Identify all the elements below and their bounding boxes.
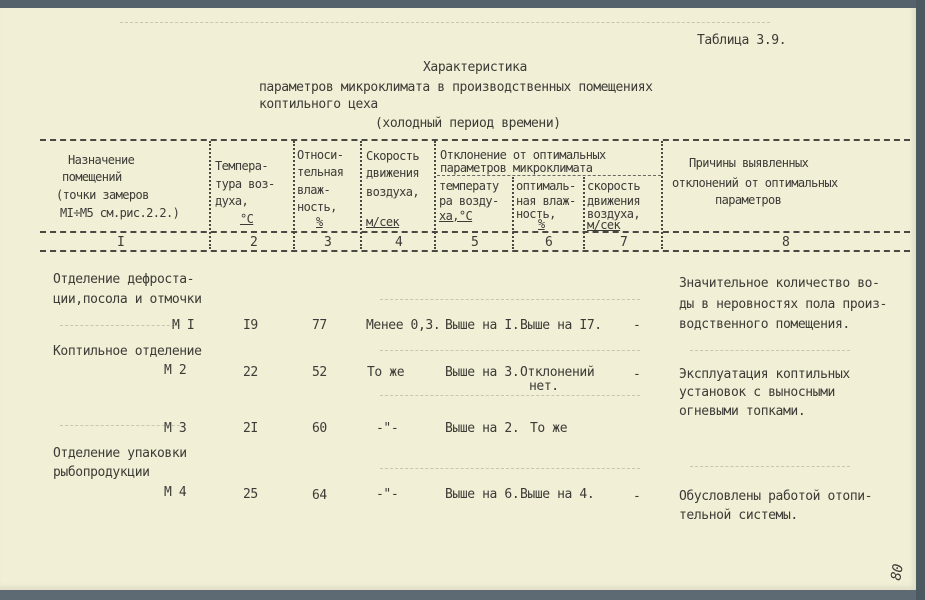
hdr-c2-l3: духа, (215, 194, 249, 208)
row-2-dev-hum: Отклонений (520, 365, 595, 380)
faint-guide-2 (60, 325, 180, 326)
row-4-dev-hum: Выше на 4. (520, 487, 595, 502)
colnum-8: 8 (782, 235, 790, 250)
col-sep-5 (512, 177, 514, 249)
faint-guide-5 (690, 350, 850, 351)
row-1-point: М I (172, 318, 195, 333)
hdr-c4-l2: движения (366, 166, 419, 180)
hdr-c2-l1: Темпера- (215, 159, 268, 173)
section-1-line-2: ции,посола и отмочки (53, 292, 202, 307)
table-label: Таблица 3.9. (697, 33, 787, 48)
hdr-c6-l1: оптималь- (516, 179, 576, 193)
section-2: Коптильное отделение (53, 344, 202, 359)
col-sep-1 (209, 141, 211, 249)
col-sep-2 (293, 141, 295, 249)
hdr-c8-l3: параметров (715, 193, 782, 207)
row-3-speed: -"- (376, 421, 399, 436)
col-sep-4 (434, 141, 436, 249)
row-3-humidity: 60 (312, 421, 327, 436)
row-3-temp: 2I (243, 421, 258, 436)
hdr-c8-l2: отклонений от оптимальных (672, 176, 838, 190)
title-line-2: параметров микроклимата в производственных помещениях (259, 80, 653, 95)
row-1-dev-speed: - (633, 318, 641, 333)
hdr-c7-l2: движения (587, 194, 640, 208)
reason-2-line-3: огневыми топками. (679, 404, 806, 419)
hdr-c1-l3: (точки замеров (56, 188, 149, 202)
row-4-humidity: 64 (312, 488, 327, 503)
row-2-dev-temp: Выше на 3. (445, 365, 520, 380)
header-mid-rule (40, 231, 910, 233)
top-edge (0, 0, 925, 8)
row-2-humidity: 52 (312, 365, 327, 380)
colnum-3: 3 (324, 235, 332, 250)
hdr-group-l2: параметров микроклимата (440, 161, 593, 175)
title-line-3: коптильного цеха (259, 97, 378, 112)
hdr-c6-l3: ность, (516, 207, 556, 221)
reason-1-line-2: ды в неровностях пола произ- (679, 297, 887, 312)
row-3-dev-temp: Выше на 2. (445, 421, 520, 436)
right-edge (916, 0, 925, 600)
hdr-c3-l3: влаж- (297, 183, 331, 197)
row-1-dev-hum: Выше на I7. (520, 318, 602, 333)
colnum-6: 6 (545, 235, 553, 250)
hdr-c4-l3: воздуха, (366, 185, 419, 199)
col-sep-6 (583, 177, 585, 249)
row-1-speed: Менее 0,3. (366, 318, 441, 333)
faint-guide-4 (380, 395, 640, 396)
colnum-1: I (117, 235, 125, 250)
hdr-c6-l2: ная влаж- (516, 194, 576, 208)
row-4-dev-temp: Выше на 6. (445, 487, 520, 502)
hdr-c6-l4: % (538, 217, 545, 231)
hdr-c7-l1: скорость (587, 179, 640, 193)
title-line-1: Характеристика (423, 60, 527, 75)
faint-guide-6 (60, 425, 180, 426)
hdr-c1-l2: помещений (62, 170, 122, 184)
reason-3-line-1: Обусловлены работой отопи- (679, 489, 873, 504)
row-2-point: М 2 (164, 363, 187, 378)
row-4-point: М 4 (164, 485, 187, 500)
hdr-c1-l1: Назначение (68, 153, 135, 167)
colnum-5: 5 (471, 235, 479, 250)
hdr-c2-l4: °С (240, 212, 254, 226)
hdr-c3-l4: ность, (297, 200, 337, 214)
hdr-c2-l2: тура воз- (215, 177, 275, 191)
colnum-7: 7 (620, 235, 628, 250)
row-1-temp: I9 (243, 318, 258, 333)
row-1-dev-temp: Выше на I. (445, 318, 520, 333)
faint-rule-top (120, 22, 770, 23)
col-sep-3 (360, 141, 362, 249)
row-3-point: М 3 (164, 421, 187, 436)
faint-guide-3 (380, 350, 640, 351)
hdr-c8-l1: Причины выявленных (689, 156, 809, 170)
reason-1-line-1: Значительное количество во- (679, 276, 880, 291)
colnum-2: 2 (250, 235, 258, 250)
header-bottom-rule (40, 250, 910, 252)
faint-guide-8 (690, 466, 850, 467)
row-3-dev-hum: То же (530, 421, 568, 436)
section-3-line-1: Отделение упаковки (53, 446, 187, 461)
hdr-c3-l1: Относи- (297, 148, 344, 162)
hdr-c7-l3: воздуха, (587, 207, 640, 221)
row-4-speed: -"- (376, 487, 399, 502)
hdr-c4-l1: Скорость (366, 149, 419, 163)
row-2-dev-speed: - (633, 367, 641, 382)
hdr-c7-l4: м/сек (587, 218, 621, 232)
group-rule (437, 175, 661, 176)
hdr-group-l1: Отклонение от оптимальных (440, 148, 606, 162)
section-1-line-1: Отделение дефроста- (53, 272, 195, 287)
reason-3-line-2: тельной системы. (679, 508, 798, 523)
reason-2-line-2: установок с выносными (679, 385, 835, 400)
hdr-c5-l1: температу (439, 179, 499, 193)
hdr-c5-l3: ха,°С (439, 209, 473, 223)
hdr-c4-l4: м/сек (366, 215, 400, 229)
hdr-c3-l5: % (316, 215, 323, 229)
colnum-4: 4 (395, 235, 403, 250)
hdr-c3-l2: тельная (297, 165, 344, 179)
row-2-temp: 22 (243, 365, 258, 380)
row-1-humidity: 77 (312, 318, 327, 333)
page-number: 80 (888, 563, 907, 582)
faint-guide-7 (380, 468, 640, 469)
col-sep-7 (661, 141, 663, 249)
row-2-speed: То же (367, 365, 405, 380)
reason-2-line-1: Эксплуатация коптильных (679, 367, 850, 382)
title-line-4: (холодный период времени) (375, 116, 561, 131)
faint-guide-1 (380, 299, 640, 300)
header-top-rule (40, 139, 910, 141)
row-2-dev-hum-2: нет. (529, 379, 559, 394)
hdr-c1-l4: МI÷М5 см.рис.2.2.) (60, 206, 180, 220)
section-3-line-2: рыбопродукции (53, 465, 150, 480)
hdr-c5-l2: ра возду- (439, 194, 499, 208)
reason-1-line-3: водственного помещения. (679, 317, 850, 332)
row-4-temp: 25 (243, 487, 258, 502)
row-4-dev-speed: - (633, 489, 641, 504)
